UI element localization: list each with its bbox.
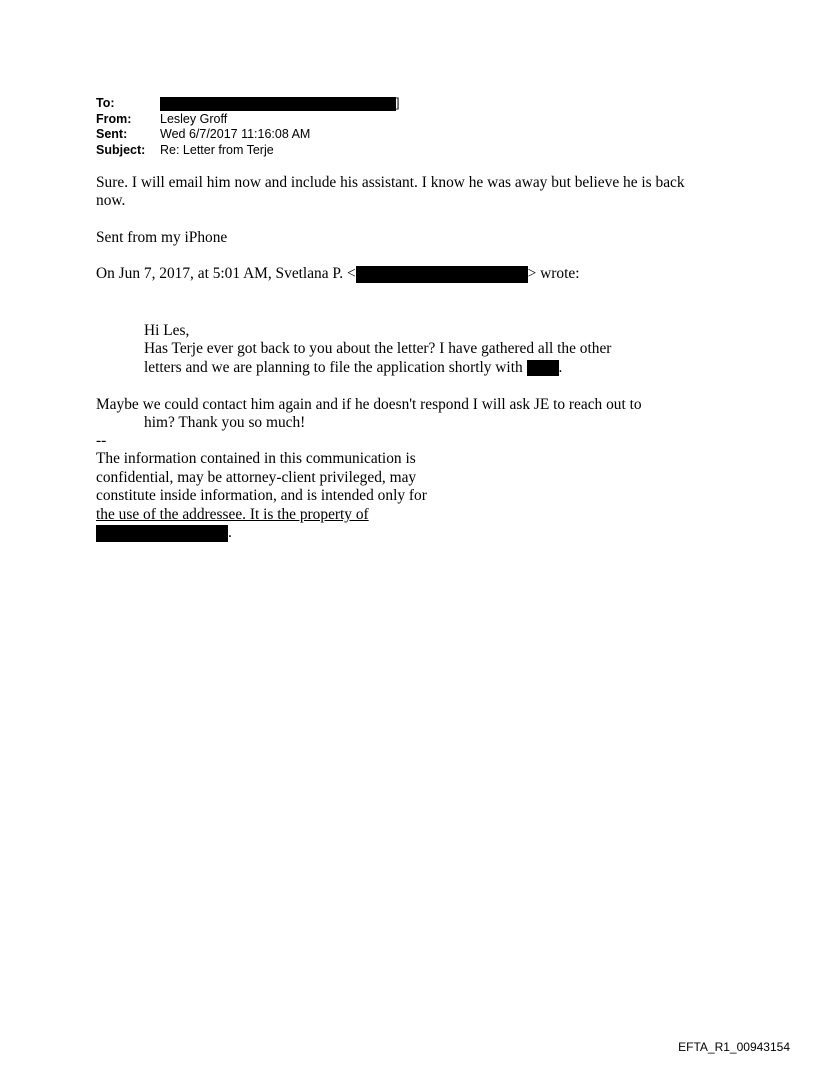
quote-intro-suffix: > wrote: xyxy=(527,265,580,282)
recipient-redaction xyxy=(527,360,559,376)
from-row xyxy=(96,112,399,128)
disclaimer-dashes: -- xyxy=(96,432,107,449)
reply-line-2: now. xyxy=(96,192,126,210)
document-id: EFTA_R1_00943154 xyxy=(678,1040,790,1054)
quoted-line-3: Maybe we could contact him again and if he doesn't respond I will ask JE to reach out to xyxy=(96,396,642,413)
quote-intro xyxy=(96,265,580,283)
quote-intro-prefix: On Jun 7, 2017, at 5:01 AM, Svetlana P. < xyxy=(96,265,356,282)
subject-row xyxy=(96,143,399,159)
to-row xyxy=(96,96,399,112)
to-redaction xyxy=(160,97,396,111)
sent-value: Wed 6/7/2017 11:16:08 AM xyxy=(160,127,311,141)
disclaimer-line-4: the use of the addressee. It is the property of xyxy=(96,505,369,523)
quoted-line-1: Has Terje ever got back to you about the letter? I have gathered all the other xyxy=(144,340,612,358)
to-bracket: ] xyxy=(396,96,400,110)
disclaimer xyxy=(96,432,427,542)
quoted-line-2: letters and we are planning to file the application shortly with . xyxy=(144,358,563,376)
company-redaction xyxy=(96,525,228,542)
reply-body xyxy=(96,174,685,211)
subject-value: Re: Letter from Terje xyxy=(160,142,274,157)
quoted-continuation xyxy=(96,396,642,433)
quoted-greeting: Hi Les, xyxy=(144,322,190,339)
disclaimer-line-2: confidential, may be attorney-client privileged, may xyxy=(96,468,417,486)
quoted-message xyxy=(96,322,611,377)
from-value: Lesley Groff xyxy=(160,111,228,126)
subject-label: Subject: xyxy=(96,142,146,157)
email-header xyxy=(96,96,399,158)
reply-line-1: Sure. I will email him now and include his assistant. I know he was away but believe he is back xyxy=(96,174,685,191)
from-label: From: xyxy=(96,111,132,126)
disclaimer-line-5: . xyxy=(96,524,427,542)
disclaimer-line-1: The information contained in this communication is xyxy=(96,450,416,468)
sent-row xyxy=(96,127,399,143)
quoted-line-4: him? Thank you so much! xyxy=(144,414,306,432)
reply-signature: Sent from my iPhone xyxy=(96,229,228,246)
disclaimer-line-3: constitute inside information, and is intended only for xyxy=(96,487,427,505)
sent-label: Sent: xyxy=(96,127,128,141)
to-label: To: xyxy=(96,96,115,110)
sender-email-redaction xyxy=(356,266,528,283)
